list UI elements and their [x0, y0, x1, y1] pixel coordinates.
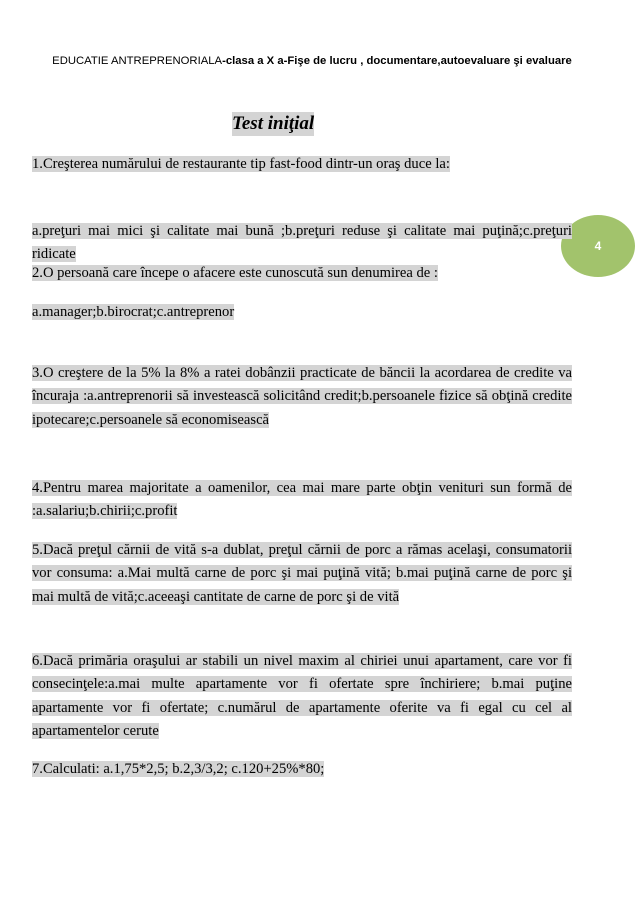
- question-7: [32, 758, 572, 782]
- header-course: EDUCATIE ANTREPRENORIALA: [52, 55, 223, 67]
- page-number-badge: [561, 215, 635, 277]
- question-4: [32, 453, 572, 524]
- answers-1-text: a.preţuri mai mici şi calitate mai bună ;b.preţuri reduse şi calitate mai puţină;c.preţuri ridicate: [32, 222, 572, 263]
- question-5: [32, 515, 572, 609]
- question-5-text: 5.Dacă preţul cărnii de vită s-a dublat, preţul cărnii de porc a rămas acelaşi, consumatorii vor consuma: a.Mai multă carne de porc şi mai puţină vită; b.mai puţină carne de porc şi mai multă de vită;c.aceeaşi cantitate de carne de porc şi de vită: [32, 541, 572, 605]
- question-3: [32, 338, 572, 432]
- question-7-text: 7.Calculati: a.1,75*2,5; b.2,3/3,2; c.120+25%*80;: [32, 761, 325, 777]
- answers-2-text: a.manager;b.birocrat;c.antreprenor: [32, 304, 235, 320]
- answers-1: [32, 196, 572, 267]
- question-6: [32, 626, 572, 744]
- question-1: [32, 153, 572, 177]
- page-title: Test iniţial: [232, 113, 315, 134]
- question-4-text: 4.Pentru marea majoritate a oamenilor, cea mai mare parte obţin venituri sun formă de :a.salariu;b.chirii;c.profit: [32, 479, 572, 520]
- question-1-text: 1.Creşterea numărului de restaurante tip fast-food dintr-un oraş duce la:: [32, 156, 450, 172]
- page-header: [32, 52, 592, 71]
- question-2: [32, 262, 572, 286]
- question-6-text: 6.Dacă primăria oraşului ar stabili un nivel maxim al chiriei unui apartament, care vor fi consecinţele:a.mai multe apartamente vor fi ofertate spre închiriere; b.mai puţine apartamente vor fi ofertate; c.numărul de apartamente oferite va fi egal cu cel al apartamentelor cerute: [32, 652, 572, 740]
- question-3-text: 3.O creştere de la 5% la 8% a ratei dobânzii practicate de băncii la acordarea de credite va încuraja :a.antreprenorii să investească solicitând credit;b.persoanele fizice să obţină credite ipotecare;c.persoanele să economisească: [32, 364, 572, 428]
- header-subtitle: -clasa a X a-Fişe de lucru , documentare,autoevaluare şi evaluare: [222, 55, 572, 67]
- page-number: 4: [594, 239, 602, 253]
- answers-2: [32, 301, 572, 325]
- question-2-text: 2.O persoană care începe o afacere este cunoscută sun denumirea de :: [32, 265, 438, 281]
